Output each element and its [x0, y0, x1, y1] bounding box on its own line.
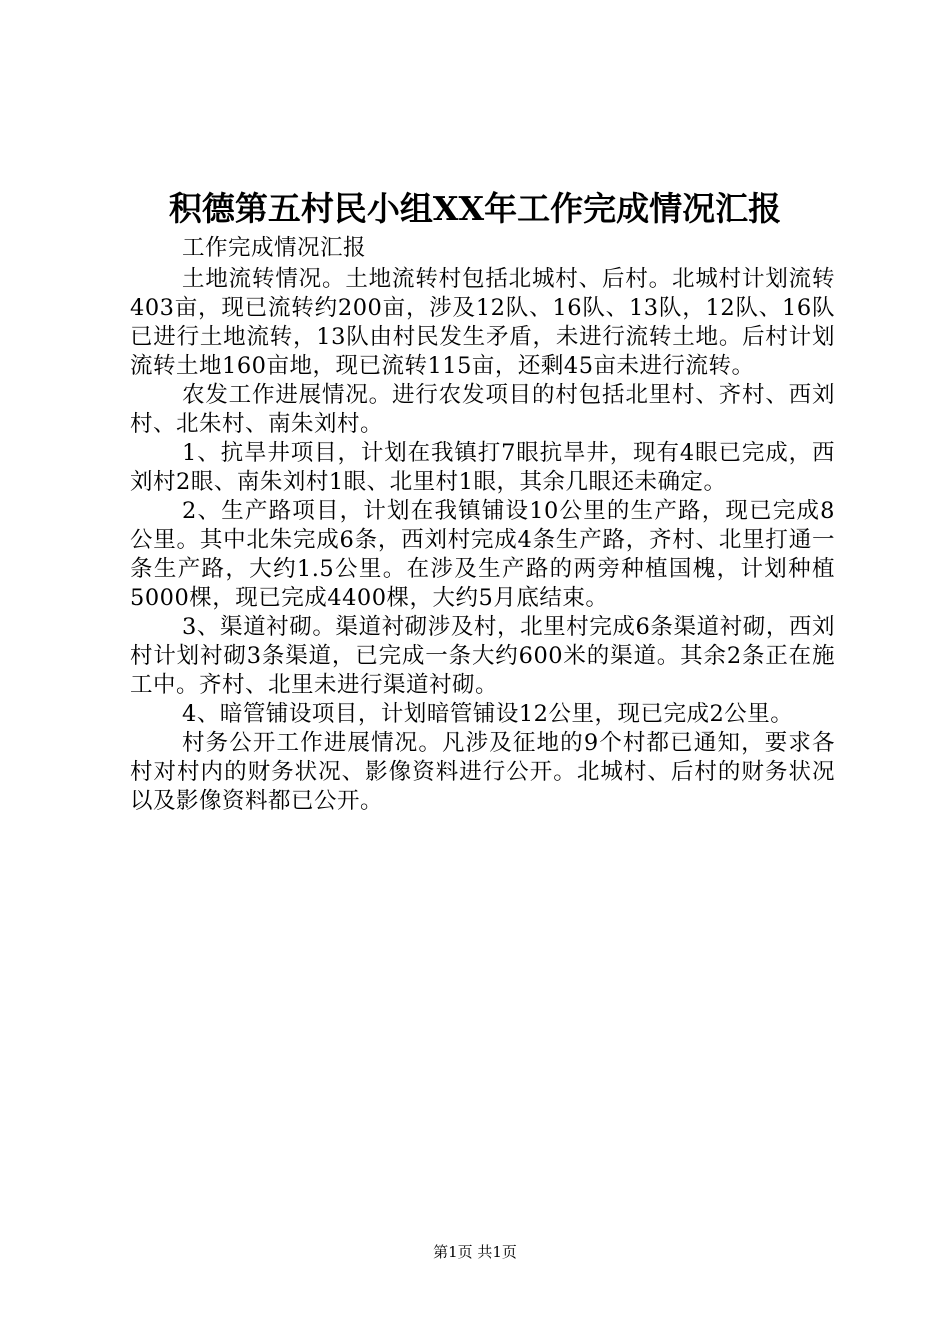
paragraph-drainage-pipes: 4、暗管铺设项目，计划暗管铺设12公里，现已完成2公里。 [182, 701, 794, 727]
paragraph-village-affairs: 村务公开工作进展情况。凡涉及征地的9个村都已通知，要求各村对村内的财务状况、影像资料进行公开。北城村、后村的财务状况以及影像资料都已公开。 [130, 730, 835, 814]
document-subtitle: 工作完成情况汇报 [182, 235, 367, 261]
page-footer: 第1页 共1页 [433, 1243, 517, 1261]
paragraph-production-roads: 2、生产路项目，计划在我镇铺设10公里的生产路，现已完成8公里。其中北朱完成6条，西刘村完成4条生产路，齐村、北里打通一条生产路，大约1.5公里。在涉及生产路的两旁种植国槐，计划种植5000棵，现已完成4400棵，大约5月底结束。 [130, 498, 835, 611]
paragraph-agri-development: 农发工作进展情况。进行农发项目的村包括北里村、齐村、西刘村、北朱村、南朱刘村。 [130, 382, 835, 437]
paragraph-land-transfer: 土地流转情况。土地流转村包括北城村、后村。北城村计划流转403亩，现已流转约200亩，涉及12队、16队、13队，12队、16队已进行土地流转，13队由村民发生矛盾，未进行流转土地。后村计划流转土地160亩地，现已流转115亩，还剩45亩未进行流转。 [130, 266, 835, 379]
paragraph-drought-wells: 1、抗旱井项目，计划在我镇打7眼抗旱井，现有4眼已完成，西刘村2眼、南朱刘村1眼、北里村1眼，其余几眼还未确定。 [130, 440, 835, 495]
document-title: 积德第五村民小组XX年工作完成情况汇报 [168, 189, 782, 228]
paragraph-channel-lining: 3、渠道衬砌。渠道衬砌涉及村，北里村完成6条渠道衬砌，西刘村计划衬砌3条渠道，已完成一条大约600米的渠道。其余2条正在施工中。齐村、北里未进行渠道衬砌。 [130, 614, 835, 698]
document-body [130, 234, 835, 816]
